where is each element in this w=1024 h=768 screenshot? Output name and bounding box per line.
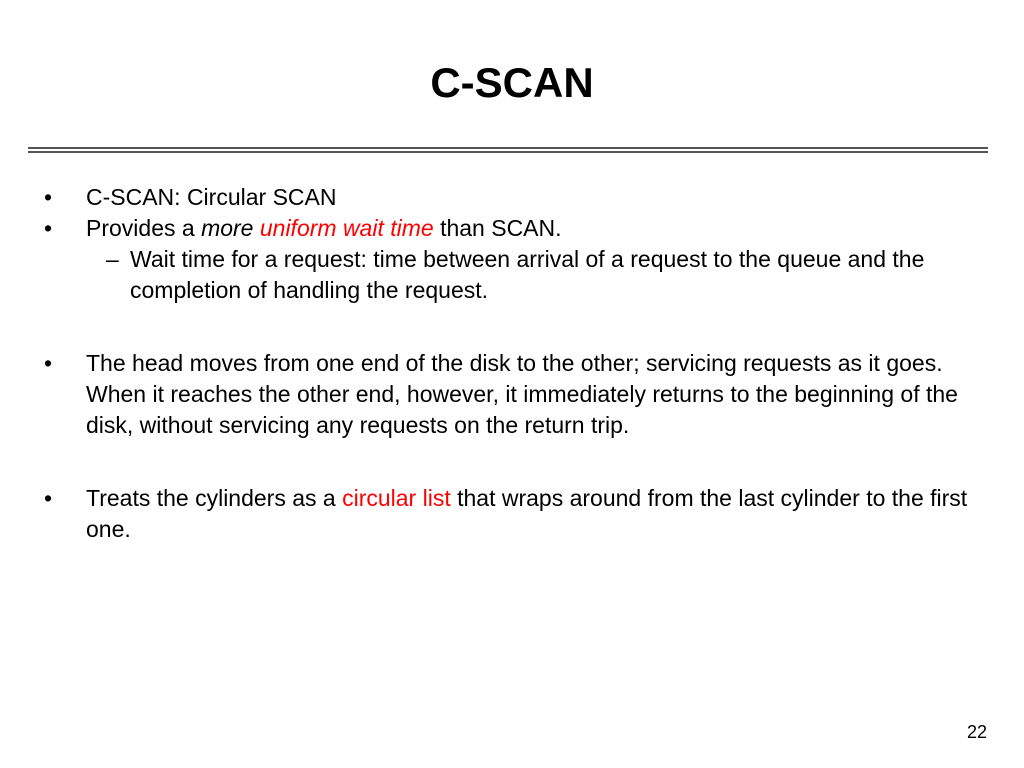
bullet-highlight-uniform-wait-time: uniform wait time [259, 215, 434, 241]
bullet-text-after: than SCAN. [433, 215, 562, 241]
bullet-marker: • [44, 184, 53, 210]
page-number: 22 [966, 722, 987, 742]
bullet-text-before: Provides a [86, 215, 202, 241]
sub-bullet-text: Wait time for a request: time between arrival of a request to the queue and the completion of handling the request. [130, 246, 925, 303]
bullet-list [0, 182, 1024, 545]
bullet-item-1 [0, 182, 1024, 213]
bullet-text: C-SCAN: Circular SCAN [86, 184, 337, 210]
spacer [0, 306, 1024, 348]
bullet-marker: • [44, 485, 53, 511]
sub-bullet-item-wait-time [0, 244, 1024, 306]
bullet-emphasis-more: more [201, 215, 254, 241]
bullet-marker: • [44, 215, 53, 241]
bullet-item-4 [0, 483, 1024, 545]
bullet-highlight-circular-list: circular list [342, 485, 451, 511]
bullet-text-before: Treats the cylinders as a [86, 485, 343, 511]
slide-title: C-SCAN [430, 59, 594, 106]
spacer [0, 441, 1024, 483]
sub-bullet-marker: – [106, 246, 119, 272]
bullet-item-2 [0, 213, 1024, 244]
bullet-text-after: that wraps around from the last cylinder to the first one. [86, 485, 968, 542]
bullet-item-3 [0, 348, 1024, 441]
title-divider [28, 147, 988, 153]
bullet-text: The head moves from one end of the disk to the other; servicing requests as it goes. When it reaches the other end, however, it immediately returns to the beginning of the disk, without servicing any requests on the return trip. [86, 350, 958, 438]
bullet-marker: • [44, 350, 53, 376]
